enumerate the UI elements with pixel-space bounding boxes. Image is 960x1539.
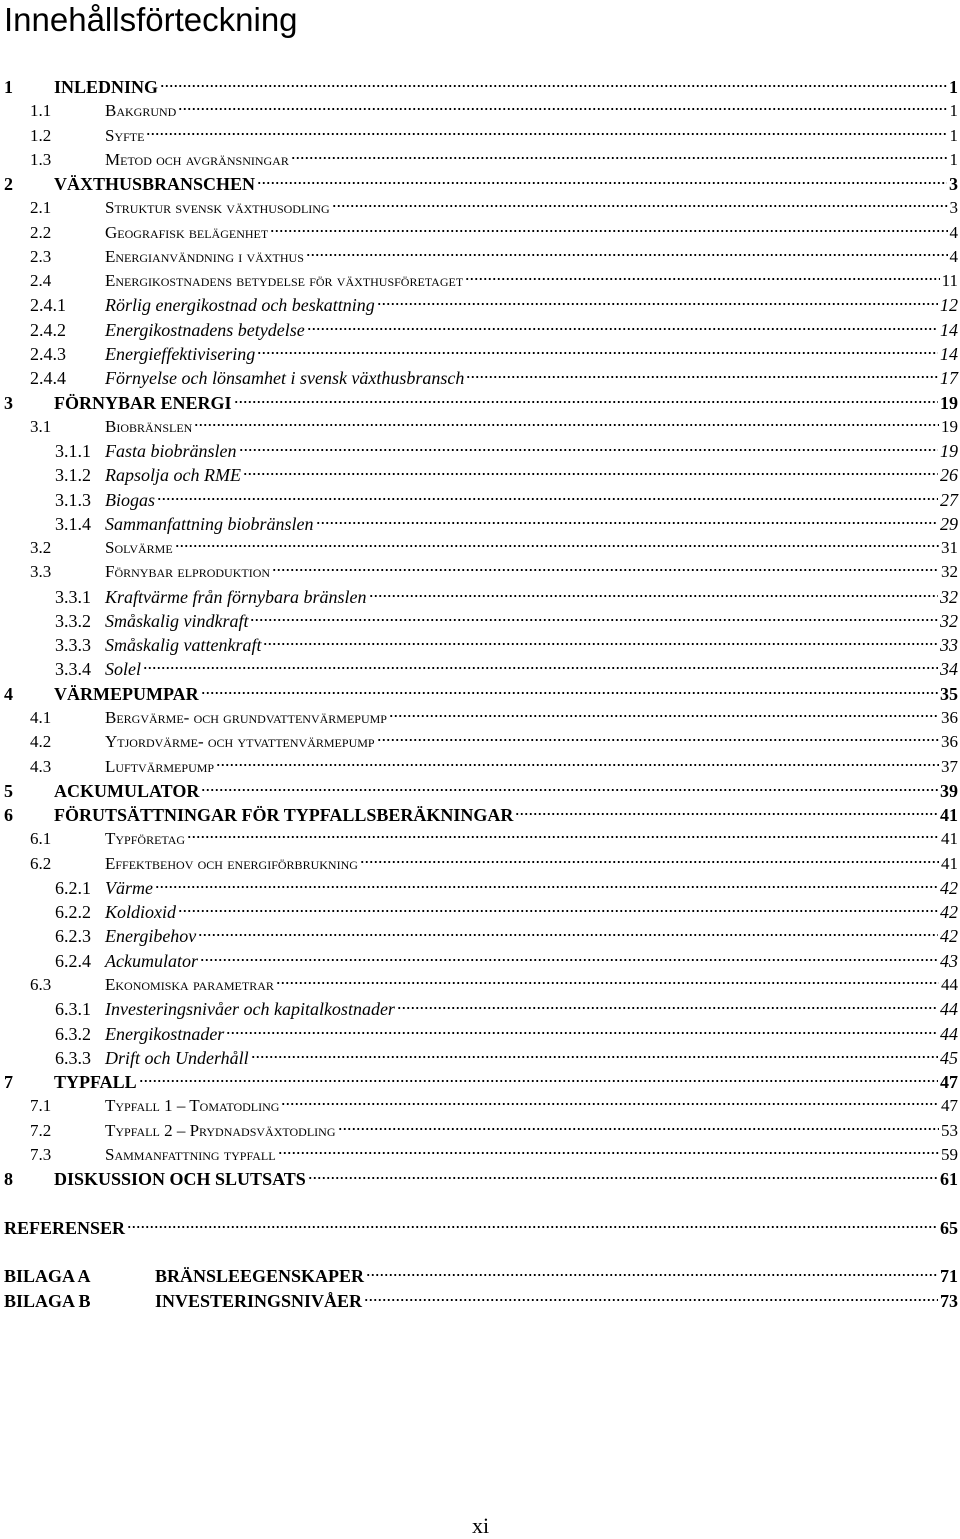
- toc-entry-number: 3.1.1: [55, 441, 91, 462]
- toc-entry-page: 47: [941, 1096, 958, 1116]
- dot-leader: [234, 399, 938, 405]
- toc-entry-label: Geografisk belägenhet: [105, 222, 269, 242]
- toc-entry-page: 41: [940, 805, 958, 826]
- dot-leader: [515, 811, 938, 817]
- toc-entry-label: Bergvärme- och grundvattenvärmepump: [105, 708, 387, 728]
- toc-entry-page: 34: [940, 659, 958, 680]
- toc-entry-label: Energieffektivisering: [105, 343, 256, 364]
- toc-entry[interactable]: [0, 1289, 958, 1313]
- dot-leader: [187, 834, 939, 840]
- dot-leader: [465, 276, 939, 282]
- toc-entry-number: 4: [4, 683, 13, 704]
- toc-entry[interactable]: [0, 876, 958, 900]
- toc-entry-number: 6.3: [30, 974, 52, 994]
- dot-leader: [257, 180, 947, 186]
- toc-entry[interactable]: [0, 75, 958, 99]
- page-title: Innehållsförteckning: [4, 1, 298, 38]
- toc-entry-number: 5: [4, 780, 13, 801]
- toc-entry[interactable]: [0, 1070, 958, 1094]
- toc-entry-page: 42: [940, 902, 958, 923]
- toc-entry-page: 11: [941, 271, 958, 291]
- toc-entry-number: 3: [4, 392, 13, 413]
- toc-entry[interactable]: [0, 488, 958, 512]
- dot-leader: [316, 520, 938, 526]
- toc-entry-page: 19: [940, 392, 958, 413]
- toc-entry-label: Energibehov: [105, 926, 197, 947]
- dot-leader: [157, 496, 938, 502]
- dot-leader: [194, 422, 939, 428]
- toc-entry[interactable]: [0, 973, 958, 997]
- toc-entry-page: 59: [941, 1144, 958, 1164]
- toc-entry-page: 42: [940, 926, 958, 947]
- page-number: xi: [472, 1513, 490, 1538]
- dot-leader: [369, 593, 938, 599]
- dot-leader: [364, 1297, 938, 1303]
- toc-entry-page: 73: [940, 1291, 958, 1311]
- dot-leader: [178, 106, 947, 112]
- toc-entry-number: 2.2: [30, 222, 52, 242]
- dot-leader: [127, 1224, 938, 1230]
- toc-entry-number: 3.2: [30, 538, 52, 558]
- toc-entry[interactable]: [0, 852, 958, 876]
- dot-leader: [397, 1005, 938, 1011]
- toc-entry-page: 29: [940, 513, 958, 534]
- toc-entry-number: 1: [4, 77, 13, 97]
- toc-entry-page: 1: [949, 77, 958, 97]
- toc-entry[interactable]: [0, 148, 958, 172]
- toc-entry-label: BRÄNSLEEGENSKAPER: [155, 1266, 365, 1286]
- toc-entry-label: VÄXTHUSBRANSCHEN: [54, 174, 256, 195]
- toc-entry-number: 6.2.4: [55, 950, 91, 971]
- toc-entry-page: 12: [940, 295, 958, 316]
- toc-entry-label: Ekonomiska parametrar: [105, 974, 274, 994]
- toc-entry-number: 7: [4, 1072, 13, 1093]
- toc-entry[interactable]: [0, 1119, 958, 1143]
- toc-entry-label: Luftvärmepump: [105, 756, 215, 776]
- toc-entry-page: 32: [941, 562, 958, 582]
- toc-entry[interactable]: [0, 1022, 958, 1046]
- toc-entry-page: 41: [941, 853, 958, 873]
- toc-entry-label: Effektbehov och energiförbrukning: [105, 853, 358, 873]
- toc-entry-label: Koldioxid: [105, 902, 176, 923]
- toc-entry[interactable]: [0, 1143, 958, 1167]
- dot-leader: [175, 543, 939, 549]
- toc-entry-label: Typföretag: [105, 829, 186, 849]
- toc-entry-label: Värme: [105, 877, 153, 898]
- toc-entry[interactable]: [0, 1216, 958, 1240]
- toc-entry-label: Fasta biobränslen: [105, 441, 237, 462]
- toc-entry-label: Biogas: [105, 489, 156, 510]
- toc-entry[interactable]: [0, 172, 958, 196]
- toc-entry-label: Sammanfattning biobränslen: [105, 513, 314, 534]
- toc-entry[interactable]: [0, 439, 958, 463]
- toc-entry[interactable]: [0, 512, 958, 536]
- toc-entry[interactable]: [0, 536, 958, 560]
- toc-entry-number: 3.3.2: [55, 610, 91, 631]
- toc-entry-page: 35: [940, 683, 958, 704]
- toc-entry[interactable]: [0, 585, 958, 609]
- toc-entry-label: Energianvändning i växthus: [105, 246, 304, 266]
- toc-entry-label: Rapsolja och RME: [105, 465, 241, 486]
- toc-entry-page: 53: [941, 1120, 958, 1140]
- dot-leader: [263, 641, 938, 647]
- toc-entry-page: 43: [940, 950, 958, 971]
- dot-leader: [226, 1030, 938, 1036]
- toc-entry-number: 6: [4, 805, 13, 826]
- toc-entry-page: 65: [940, 1218, 958, 1238]
- toc-entry-label: Förnyelse och lönsamhet i svensk växthusbransch: [105, 368, 465, 389]
- toc-entry[interactable]: [0, 99, 958, 123]
- toc-entry-number: 3.3: [30, 562, 52, 582]
- toc-entry-label: Typfall 1 – Tomatodling: [105, 1096, 280, 1116]
- dot-leader: [270, 228, 947, 234]
- toc-entry[interactable]: [0, 949, 958, 973]
- toc-entry-label: Bakgrund: [105, 101, 177, 121]
- toc-entry-number: 2.4: [30, 271, 52, 291]
- toc-entry[interactable]: [0, 657, 958, 681]
- toc-entry-page: 36: [941, 708, 958, 728]
- toc-entry[interactable]: [0, 633, 958, 657]
- toc-entry-label: Solel: [105, 659, 141, 680]
- dot-leader: [251, 1054, 938, 1060]
- toc-entry-page: 14: [940, 343, 958, 364]
- toc-entry[interactable]: [0, 1046, 958, 1070]
- toc-entry-page: 71: [940, 1266, 958, 1286]
- toc-entry-label: INVESTERINGSNIVÅER: [155, 1291, 363, 1311]
- toc-entry[interactable]: [0, 1167, 958, 1191]
- toc-entry-page: 32: [940, 610, 958, 631]
- toc-entry-number: BILAGA B: [4, 1291, 91, 1311]
- toc-entry[interactable]: [0, 924, 958, 948]
- toc-entry[interactable]: [0, 415, 958, 439]
- toc-entry-number: 4.1: [30, 708, 52, 728]
- toc-entry-number: 6.2: [30, 853, 52, 873]
- toc-entry-number: 2.3: [30, 246, 52, 266]
- toc-entry[interactable]: [0, 706, 958, 730]
- toc-entry-label: ACKUMULATOR: [54, 780, 200, 801]
- toc-entry-page: 4: [949, 246, 958, 266]
- toc-entry-number: 6.3.3: [55, 1047, 91, 1068]
- toc-entry-page: 45: [940, 1047, 958, 1068]
- toc-entry-number: 3.3.4: [55, 659, 91, 680]
- dot-leader: [201, 690, 938, 696]
- toc-entry-page: 3: [949, 198, 958, 218]
- toc-entry-label: FÖRNYBAR ENERGI: [54, 392, 232, 413]
- toc-entry-number: 1.1: [30, 101, 52, 121]
- dot-leader: [278, 1150, 939, 1156]
- toc-entry[interactable]: [0, 900, 958, 924]
- toc-entry-label: INLEDNING: [54, 77, 159, 97]
- toc-entry-number: 2.4.4: [30, 368, 66, 389]
- toc-entry[interactable]: [0, 803, 958, 827]
- toc-entry-page: 44: [940, 999, 958, 1020]
- toc-entry-label: Sammanfattning typfall: [105, 1144, 276, 1164]
- toc-entry-number: 2.4.1: [30, 295, 66, 316]
- toc-entry-label: VÄRMEPUMPAR: [54, 683, 199, 704]
- toc-entry[interactable]: [0, 730, 958, 754]
- dot-leader: [178, 908, 938, 914]
- toc-entry-label: Solvärme: [105, 538, 173, 558]
- toc-entry[interactable]: [0, 463, 958, 487]
- toc-entry-label: Metod och avgränsningar: [105, 149, 289, 169]
- toc-entry-page: 1: [949, 101, 958, 121]
- dot-leader: [198, 932, 938, 938]
- toc-entry[interactable]: [0, 682, 958, 706]
- toc-entry-page: 36: [941, 732, 958, 752]
- toc-entry-number: 3.1.4: [55, 513, 91, 534]
- toc-entry-label: Syfte: [105, 125, 145, 145]
- toc-entry-number: 7.2: [30, 1120, 52, 1140]
- dot-leader: [338, 1126, 940, 1132]
- dot-leader: [272, 567, 939, 573]
- toc-entry-label: Förnybar elproduktion: [105, 562, 271, 582]
- dot-leader: [250, 617, 938, 623]
- toc-entry-number: 6.2.3: [55, 926, 91, 947]
- toc-entry-number: 6.3.1: [55, 999, 91, 1020]
- toc-entry[interactable]: [0, 196, 958, 220]
- dot-leader: [146, 131, 947, 137]
- dot-leader: [360, 859, 939, 865]
- toc-entry[interactable]: [0, 293, 958, 317]
- toc-entry-page: 44: [940, 1023, 958, 1044]
- toc-entry[interactable]: [0, 755, 958, 779]
- dot-leader: [308, 1175, 938, 1181]
- dot-leader: [366, 1272, 938, 1278]
- toc-entry[interactable]: [0, 269, 958, 293]
- dot-leader: [139, 1078, 938, 1084]
- toc-entry-page: 19: [941, 416, 958, 436]
- toc-entry-number: 4.2: [30, 732, 52, 752]
- toc-entry-number: BILAGA A: [4, 1266, 91, 1286]
- toc-entry-page: 42: [940, 877, 958, 898]
- toc-entry-number: 2.1: [30, 198, 52, 218]
- toc-entry[interactable]: [0, 124, 958, 148]
- dot-leader: [201, 787, 938, 793]
- toc-entry-page: 44: [941, 974, 958, 994]
- toc-entry-label: Drift och Underhåll: [105, 1047, 249, 1068]
- dot-leader: [143, 665, 938, 671]
- toc-entry-number: 1.3: [30, 149, 52, 169]
- toc-entry-label: TYPFALL: [54, 1072, 137, 1093]
- toc-entry[interactable]: [0, 560, 958, 584]
- toc-entry[interactable]: [0, 245, 958, 269]
- dot-leader: [389, 713, 939, 719]
- toc-entry-label: Kraftvärme från förnybara bränslen: [105, 586, 367, 607]
- toc-entry-page: 14: [940, 319, 958, 340]
- toc-entry-label: Struktur svensk växthusodling: [105, 198, 330, 218]
- toc-entry[interactable]: [0, 1264, 958, 1288]
- toc-entry[interactable]: [0, 827, 958, 851]
- toc-entry-label: DISKUSSION OCH SLUTSATS: [54, 1169, 306, 1190]
- toc-entry-label: Ytjordvärme- och ytvattenvärmepump: [105, 732, 375, 752]
- toc-entry-page: 39: [940, 780, 958, 801]
- toc-entry-number: 3.1: [30, 416, 52, 436]
- toc-entry-page: 19: [940, 441, 958, 462]
- toc-entry-label: REFERENSER: [4, 1218, 126, 1238]
- toc-entry-page: 17: [940, 368, 958, 389]
- toc-entry-number: 7.1: [30, 1096, 52, 1116]
- toc-entry-number: 6.3.2: [55, 1023, 91, 1044]
- toc-entry-number: 3.3.3: [55, 635, 91, 656]
- dot-leader: [257, 350, 938, 356]
- toc-entry[interactable]: [0, 391, 958, 415]
- dot-leader: [377, 301, 938, 307]
- toc-entry[interactable]: [0, 318, 958, 342]
- toc-entry-label: Energikostnadens betydelse: [105, 319, 305, 340]
- toc-entry[interactable]: [0, 342, 958, 366]
- toc-entry-number: 2: [4, 174, 13, 195]
- toc-entry-label: Energikostnader: [105, 1023, 225, 1044]
- toc-entry-page: 3: [949, 174, 958, 195]
- dot-leader: [276, 980, 939, 986]
- dot-leader: [291, 155, 948, 161]
- dot-leader: [216, 762, 939, 768]
- toc-entry-page: 33: [940, 635, 958, 656]
- toc-entry-page: 32: [940, 586, 958, 607]
- toc-entry-number: 6.2.1: [55, 877, 91, 898]
- toc-entry[interactable]: [0, 221, 958, 245]
- dot-leader: [332, 203, 948, 209]
- toc-entry-page: 1: [949, 149, 958, 169]
- toc-entry-page: 26: [940, 465, 958, 486]
- toc-entry-number: 4.3: [30, 756, 52, 776]
- toc-entry-page: 31: [941, 538, 958, 558]
- toc-entry-number: 7.3: [30, 1144, 52, 1164]
- toc-entry-number: 2.4.2: [30, 319, 66, 340]
- toc-entry-label: Rörlig energikostnad och beskattning: [105, 295, 375, 316]
- dot-leader: [306, 252, 948, 258]
- toc-entry-number: 3.1.3: [55, 489, 91, 510]
- toc-entry-number: 6.2.2: [55, 902, 91, 923]
- toc-entry-label: Ackumulator: [105, 950, 198, 971]
- toc-entry-page: 41: [941, 829, 958, 849]
- dot-leader: [160, 83, 947, 89]
- toc-entry-label: Småskalig vattenkraft: [105, 635, 262, 656]
- toc-entry[interactable]: [0, 609, 958, 633]
- dot-leader: [200, 957, 938, 963]
- toc-entry-page: 47: [940, 1072, 958, 1093]
- dot-leader: [243, 471, 938, 477]
- toc-entry-label: FÖRUTSÄTTNINGAR FÖR TYPFALLSBERÄKNINGAR: [54, 805, 514, 826]
- toc-entry-number: 8: [4, 1169, 13, 1190]
- toc-entry-page: 4: [949, 222, 958, 242]
- toc-entry-page: 27: [940, 489, 958, 510]
- toc-entry[interactable]: [0, 1094, 958, 1118]
- dot-leader: [281, 1101, 939, 1107]
- dot-leader: [466, 374, 938, 380]
- toc-entry-number: 6.1: [30, 829, 52, 849]
- toc-entry-page: 61: [940, 1169, 958, 1190]
- toc-entry[interactable]: [0, 779, 958, 803]
- toc-entry-label: Småskalig vindkraft: [105, 610, 249, 631]
- dot-leader: [307, 326, 938, 332]
- toc-entry-number: 2.4.3: [30, 343, 66, 364]
- dot-leader: [155, 884, 938, 890]
- toc-entry-label: Investeringsnivåer och kapitalkostnader: [105, 999, 395, 1020]
- toc-entry-number: 3.3.1: [55, 586, 91, 607]
- toc-entry-page: 1: [949, 125, 958, 145]
- toc-entry-label: Energikostnadens betydelse för växthusföretaget: [105, 271, 464, 291]
- toc-entry-number: 3.1.2: [55, 465, 91, 486]
- dot-leader: [239, 447, 938, 453]
- toc-entry-label: Typfall 2 – Prydnadsväxtodling: [105, 1120, 336, 1140]
- toc-entry[interactable]: [0, 366, 958, 390]
- dot-leader: [377, 737, 939, 743]
- toc-entry[interactable]: [0, 997, 958, 1021]
- toc-entry-page: 37: [941, 756, 958, 776]
- toc-entry-number: 1.2: [30, 125, 52, 145]
- toc-entry-label: Biobränslen: [105, 416, 193, 436]
